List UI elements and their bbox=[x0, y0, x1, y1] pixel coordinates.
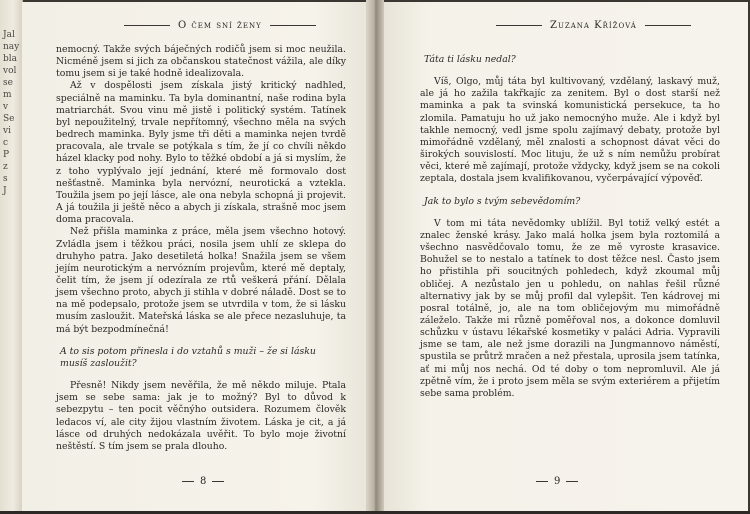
right-page-number-value: 9 bbox=[554, 476, 561, 487]
right-header-title: Zuzana Křížová bbox=[550, 20, 637, 31]
folio-rule bbox=[536, 481, 548, 482]
folio-rule bbox=[182, 481, 194, 482]
interview-question: A to sis potom přinesla i do vztahů s muži – že si lásku musíš zasloužit? bbox=[60, 345, 316, 369]
right-running-header bbox=[496, 20, 691, 31]
edge-text-fragment: bla bbox=[3, 54, 18, 64]
folio-rule bbox=[566, 481, 578, 482]
header-rule-right bbox=[270, 25, 316, 26]
edge-text-fragment: P bbox=[3, 150, 10, 160]
right-page bbox=[384, 2, 748, 512]
header-rule-right bbox=[645, 25, 691, 26]
edge-text-fragment: vi bbox=[3, 126, 11, 136]
left-page-number-value: 8 bbox=[200, 476, 207, 487]
previous-page-edge bbox=[0, 0, 23, 514]
edge-text-fragment: m bbox=[3, 90, 12, 100]
edge-text-fragment: z bbox=[3, 162, 8, 172]
edge-text-fragment: c bbox=[3, 138, 9, 148]
left-page bbox=[22, 2, 366, 512]
left-header-title: O čem sní ženy bbox=[178, 20, 262, 31]
header-rule-left bbox=[124, 25, 170, 26]
paragraph: V tom mi táta nevědomky ublížil. Byl totiž velký estét a znalec ženské krásy. Jako malá holka jsem byla roztomilá a všechno nasvědčovalo tomu, že ze mě vyroste krasavice. Bohužel se to nestalo a tatínek to dost těžce nesl. Často jsem ho přistihla při soucitných pohledech, když zkoumal můj obličej. A nezůstalo jen u pohledu, on nahlas řešil různé alternativy jak by se můj profil dal vylepšit. Ten kádrovej mi posral totálně, jo, ale na tom obličejovým mu mimořádně záleželo. Takže mi různě poměřoval nos, a dokonce domluvil schůzku v ústavu lékařské kosmetiky v paláci Adria. Vypravili jsme se tam, ale než jsme dorazili na Jungmannovo náměstí, spustila se průtrž mračen a než přestala, uprosila jsem tatínka, ať mi můj nos nechá. Od té doby o tom nepromluvil. Ale já zpětně vím, že i proto jsem měla se svým exteriérem a přijetím sebe sama problém. bbox=[420, 217, 720, 399]
left-page-number bbox=[182, 476, 224, 487]
edge-text-fragment: nay bbox=[3, 42, 20, 52]
right-page-number bbox=[536, 476, 578, 487]
edge-text-fragment: Jal bbox=[3, 30, 15, 40]
paragraph: Přesně! Nikdy jsem nevěřila, že mě někdo miluje. Ptala jsem se sebe sama: jak je to možný? Byl to důvod k sebezpytu – ten pocit věčnýho outsidera. Rozumem člověk ledacos ví, ale city žijou vlastním životem. Láska je cit, a já lásce od druhých nedokázala uvěřit. To bylo moje životní neštěstí. S tím jsem se prala dlouho. bbox=[56, 380, 346, 452]
edge-text-fragment: Se bbox=[3, 114, 15, 124]
interview-question: Táta ti lásku nedal? bbox=[424, 54, 516, 65]
left-page-body bbox=[56, 44, 346, 453]
edge-text-fragment: vol bbox=[3, 66, 17, 76]
interview-question: Jak to bylo s tvým sebevědomím? bbox=[424, 195, 581, 207]
edge-text-fragment: s bbox=[3, 174, 8, 184]
book-gutter bbox=[366, 0, 384, 514]
edge-text-fragment: J bbox=[3, 186, 7, 196]
edge-text-fragment: se bbox=[3, 78, 13, 88]
paragraph: Než přišla maminka z práce, měla jsem všechno hotový. Zvládla jsem i těžkou práci, nosila jsem uhlí ze sklepa do druhyho patra. Jako desetiletá holka! Snažila jsem se všem jejím neurotickým a nervózním projevům, které mě deptaly, čelit tím, že jsem jí odezírala ze rtů veškerá přání. Dělala jsem všechno proto, abych ji stihla v dobré náladě. Dost se to na mě podepsalo, protože jsem se utvrdila v tom, že si lásku musím zasloužit. Mateřská láska se ale přece nezasluhuje, ta má být bezpodmínečná! bbox=[56, 226, 346, 335]
folio-rule bbox=[212, 481, 224, 482]
left-running-header bbox=[124, 20, 316, 31]
edge-text-fragment: v bbox=[3, 102, 9, 112]
paragraph: Až v dospělosti jsem získala jistý kritický nadhled, speciálně na maminku. Ta byla dominantní, naše rodina byla matriarchát. Svou vinu mě jistě i politický systém. Tatínek byl nepoužitelný, trvale nepřítomný, všechno měla na svých bedrech maminka. Byly jsme tři děti a maminka nejen tvrdě pracovala, ale trvale se potýkala s tím, že jí co chvíli někdo házel klacky pod nohy. Bylo to těžké období a já si myslím, že z toho vyplývalo její jednání, které mě formovalo dost nešťastně. Maminka byla nervózní, neurotická a vztekla. Toužila jsem po její lásce, ale ona nebyla schopná ji projevit. A já toužila ji ještě něco a abych ji získala, strašně moc jsem doma pracovala. bbox=[56, 80, 346, 226]
header-rule-left bbox=[496, 25, 542, 26]
paragraph: nemocný. Takže svých báječných rodičů jsem si moc neužila. Nicméně jsem si jich za občanskou statečnost vážila, ale díky tomu jsem si je také hodně idealizovala. bbox=[56, 44, 346, 80]
right-page-body bbox=[420, 44, 720, 400]
paragraph: Víš, Olgo, můj táta byl kultivovaný, vzdělaný, laskavý muž, ale já ho zažila takřkajíc za zenitem. Byl o dost starší než maminka a pak ta svinská komunistická persekuce, ta ho zlomila. Pamatuju ho už jako nemocnýho muže. Ale i když byl takhle nemocný, vedl jsme spolu zajímavý debaty, protože byl mimořádně vzdělaný, měl znalosti a schopnost dávat věci do širokých souvislostí. Moc lituju, že už s ním nemůžu probírat věci, které mě zajímají, protože vždycky, když jsem se na cokoli zeptala, dostala jsem kvalifikovanou, vyčerpávající výpověď. bbox=[420, 76, 720, 185]
